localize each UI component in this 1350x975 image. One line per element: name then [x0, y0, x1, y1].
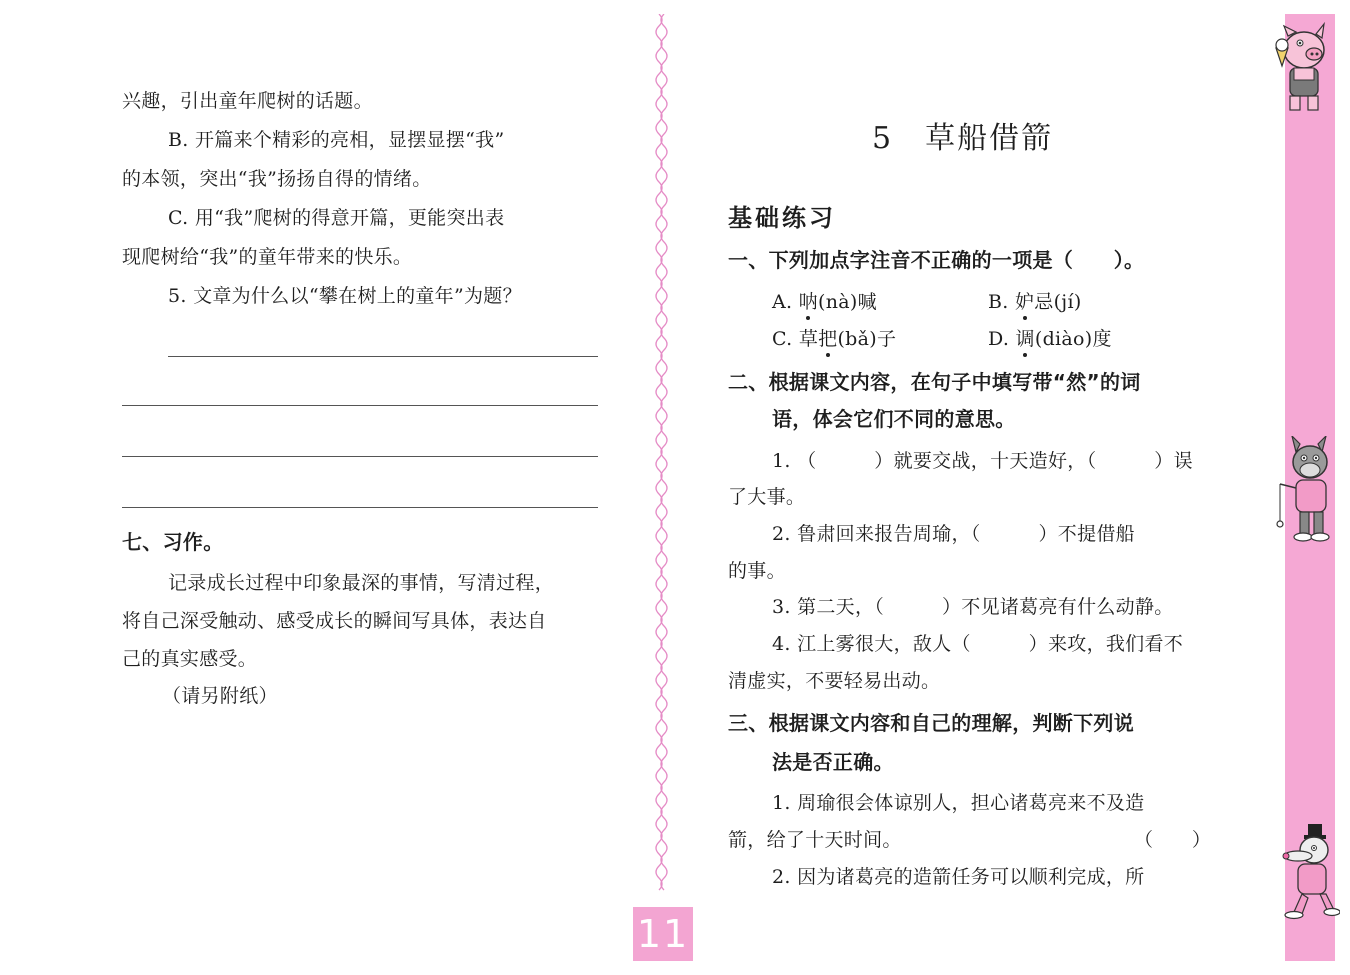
option-letter: B. — [988, 291, 1009, 313]
option-b-line: B. 开篇来个精彩的亮相，显摆显摆“我” — [168, 129, 505, 151]
text-line: 的本领，突出“我”扬扬自得的情绪。 — [122, 168, 432, 190]
option-post: (nà)喊 — [818, 291, 877, 313]
lesson-title: 5 草船借箭 — [872, 121, 1054, 156]
question-3-title: 法是否正确。 — [772, 750, 894, 774]
spine-divider — [655, 14, 669, 894]
section-7-body: 记录成长过程中印象最深的事情，写清过程， — [168, 572, 555, 594]
dotted-char: 妒 — [1014, 291, 1035, 313]
section-7-body: 将自己深受触动、感受成长的瞬间写具体，表达自 — [122, 610, 547, 632]
question-3-title: 三、根据课文内容和自己的理解，判断下列说 — [728, 711, 1134, 735]
section-heading: 基础练习 — [728, 204, 836, 232]
question-2-item[interactable]: 4. 江上雾很大，敌人（ ）来攻，我们看不 — [772, 633, 1184, 655]
option-letter: C. — [772, 328, 793, 350]
option-pre: 草 — [798, 328, 819, 350]
dotted-char: 调 — [1015, 328, 1035, 350]
option-post: (bǎ)子 — [837, 328, 897, 350]
judge-bracket[interactable]: （ ） — [1134, 829, 1212, 851]
option-c-line: C. 用“我”爬树的得意开篇，更能突出表 — [168, 207, 505, 229]
option-letter: D. — [988, 328, 1010, 350]
question-3-item: 2. 因为诸葛亮的造箭任务可以顺利完成，所 — [772, 866, 1145, 888]
option-c[interactable] — [772, 324, 896, 351]
question-3-item: 箭，给了十天时间。 — [728, 829, 902, 851]
mouse-cartoon-icon — [1268, 820, 1340, 920]
option-letter: A. — [772, 291, 793, 313]
option-post: 忌(jí) — [1034, 291, 1082, 313]
question-1-title: 一、下列加点字注音不正确的一项是（ ）。 — [728, 248, 1145, 272]
answer-line[interactable] — [122, 507, 598, 508]
left-page — [14, 14, 660, 961]
question-2-title: 语，体会它们不同的意思。 — [772, 407, 1016, 431]
option-b[interactable] — [988, 287, 1082, 314]
section-7-title: 七、习作。 — [122, 530, 224, 554]
question-2-item[interactable]: 3. 第二天，（ ）不见诸葛亮有什么动静。 — [772, 596, 1174, 618]
wolf-cartoon-icon — [1270, 436, 1340, 546]
dotted-char: 呐 — [798, 291, 819, 313]
dotted-char: 把 — [818, 328, 838, 350]
option-post: (diào)度 — [1034, 328, 1112, 350]
question-2-item[interactable]: 1. （ ）就要交战，十天造好，（ ）误 — [772, 450, 1193, 472]
question-2-item: 的事。 — [728, 560, 786, 582]
question-5: 5. 文章为什么以“攀在树上的童年”为题？ — [168, 285, 522, 307]
answer-line[interactable] — [122, 456, 598, 457]
question-2-title: 二、根据课文内容，在句子中填写带“然”的词 — [728, 370, 1141, 394]
text-line: 现爬树给“我”的童年带来的快乐。 — [122, 246, 413, 268]
text-line: 兴趣，引出童年爬树的话题。 — [122, 90, 373, 112]
question-3-item: 1. 周瑜很会体谅别人，担心诸葛亮来不及造 — [772, 792, 1145, 814]
option-d[interactable] — [988, 324, 1112, 351]
question-2-item: 清虚实，不要轻易出动。 — [728, 670, 941, 692]
answer-line[interactable] — [168, 356, 598, 357]
question-2-item[interactable]: 2. 鲁肃回来报告周瑜，（ ）不提借船 — [772, 523, 1135, 545]
page-number: 11 — [633, 907, 693, 961]
option-a[interactable] — [772, 287, 877, 314]
section-7-body: 己的真实感受。 — [122, 648, 258, 670]
section-7-note: （请另附纸） — [162, 685, 278, 707]
question-2-item: 了大事。 — [728, 486, 806, 508]
answer-line[interactable] — [122, 405, 598, 406]
pig-cartoon-icon — [1262, 18, 1340, 116]
